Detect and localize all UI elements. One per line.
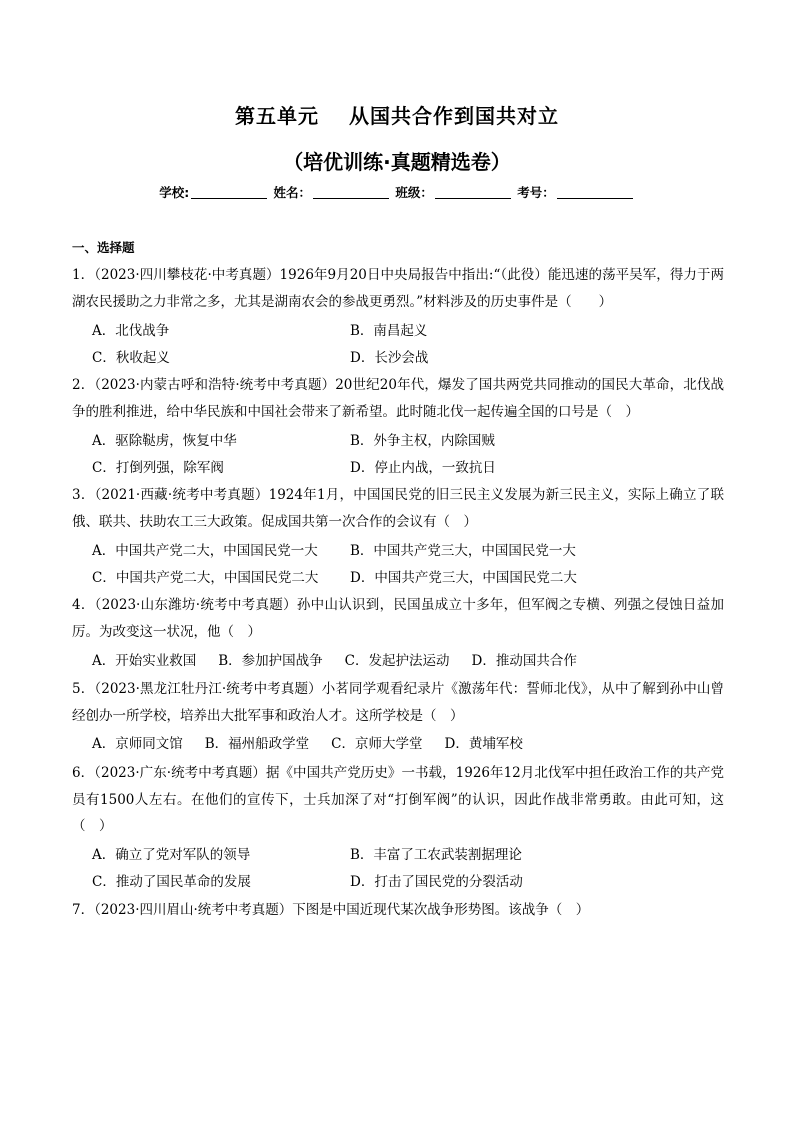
option-c[interactable]: C．京师大学堂 — [331, 736, 423, 752]
unit-label: 第五单元 — [235, 104, 319, 128]
school-blank[interactable] — [191, 185, 267, 199]
option-a[interactable]: A．驱除鞑虏，恢复中华 — [92, 433, 237, 449]
option-b[interactable]: B．参加护国战争 — [218, 653, 323, 669]
school-label: 学校: — [159, 185, 190, 200]
option-c[interactable]: C．打倒列强，除军阀 — [92, 459, 224, 476]
question-7-stem: 7．（2023·四川眉山·统考中考真题）下图是中国近现代某次战争形势图。该战争（ ） — [72, 902, 590, 918]
question-2-stem: 2．（2023·内蒙古呼和浩特·统考中考真题）20世纪20年代，爆发了国共两党共同推动的国民大革命，北伐战争的胜利推进，给中华民族和中国社会带来了新希望。此时随北伐一起传遍全国的口号是（ ） — [72, 377, 724, 420]
question-2-options — [92, 428, 724, 481]
student-info-line — [0, 183, 794, 201]
class-blank[interactable] — [435, 185, 511, 199]
option-d[interactable]: D．黄埔军校 — [444, 736, 523, 752]
question-1-options — [92, 318, 724, 371]
page-title — [0, 100, 794, 129]
question-5-options — [92, 731, 724, 758]
option-c[interactable]: C．中国共产党二大，中国国民党二大 — [92, 569, 319, 586]
option-d[interactable]: D．中国共产党三大，中国国民党二大 — [350, 569, 577, 586]
option-b[interactable]: B．福州船政学堂 — [204, 736, 310, 752]
option-d[interactable]: D．停止内战，一致抗日 — [350, 459, 496, 476]
option-d[interactable]: D．打击了国民党的分裂活动 — [350, 873, 523, 890]
name-label: 姓名： — [273, 185, 312, 200]
option-c[interactable]: C．发起护法运动 — [344, 653, 450, 669]
option-a[interactable]: A．中国共产党二大，中国国民党一大 — [92, 543, 318, 559]
name-blank[interactable] — [313, 185, 389, 199]
question-4-stem: 4．（2023·山东潍坊·统考中考真题）孙中山认识到，民国虽成立十多年，但军阀之专横、列强之侵蚀日益加厉。为改变这一状况，他（ ） — [72, 597, 724, 640]
question-1-stem: 1．（2023·四川攀枝花·中考真题）1926年9月20日中央局报告中指出:“（此役）能迅速的荡平吴军，得力于两湖农民援助之力非常之多，尤其是湖南农会的参战更勇烈。”材料涉及的历史事件是（ ） — [72, 267, 724, 310]
question-5-stem: 5．（2023·黑龙江牡丹江·统考中考真题）小茗同学观看纪录片《激荡年代：誓师北伐》，从中了解到孙中山曾经创办一所学校，培养出大批军事和政治人才。这所学校是（ ） — [72, 681, 724, 724]
option-d[interactable]: D．长沙会战 — [350, 349, 429, 366]
question-4-options — [92, 648, 724, 675]
section-heading: 一、选择题 — [72, 240, 135, 255]
question-6-stem: 6．（2023·广东·统考中考真题）据《中国共产党历史》一书载，1926年12月北伐军中担任政治工作的共产党员有1500人左右。在他们的宣传下，士兵加深了对“打倒军阀”的认识，因此作战非常勇敢。由此可知，这（ ） — [72, 765, 724, 834]
option-d[interactable]: D．推动国共合作 — [471, 653, 577, 669]
option-b[interactable]: B．外争主权，内除国贼 — [350, 433, 495, 449]
option-a[interactable]: A．京师同文馆 — [92, 736, 183, 752]
option-a[interactable]: A．开始实业救国 — [92, 653, 197, 669]
option-b[interactable]: B．南昌起义 — [350, 323, 428, 339]
option-c[interactable]: C．推动了国民革命的发展 — [92, 873, 251, 890]
option-a[interactable]: A．确立了党对军队的领导 — [92, 847, 251, 863]
exam-number-blank[interactable] — [557, 185, 633, 199]
class-label: 班级： — [395, 185, 433, 200]
exam-number-label: 考号： — [517, 185, 555, 200]
question-3-options — [92, 538, 724, 591]
question-6-options — [92, 842, 724, 895]
option-c[interactable]: C．秋收起义 — [92, 349, 170, 366]
unit-topic: 从国共合作到国共对立 — [349, 104, 559, 128]
option-b[interactable]: B．丰富了工农武装割据理论 — [350, 847, 522, 863]
page-subtitle: （培优训练·真题精选卷） — [283, 150, 511, 174]
question-3-stem: 3．（2021·西藏·统考中考真题）1924年1月，中国国民党的旧三民主义发展为新三民主义，实际上确立了联俄、联共、扶助农工三大政策。促成国共第一次合作的会议有（ ） — [72, 487, 724, 530]
option-b[interactable]: B．中国共产党三大，中国国民党一大 — [350, 543, 576, 559]
option-a[interactable]: A．北伐战争 — [92, 323, 170, 339]
